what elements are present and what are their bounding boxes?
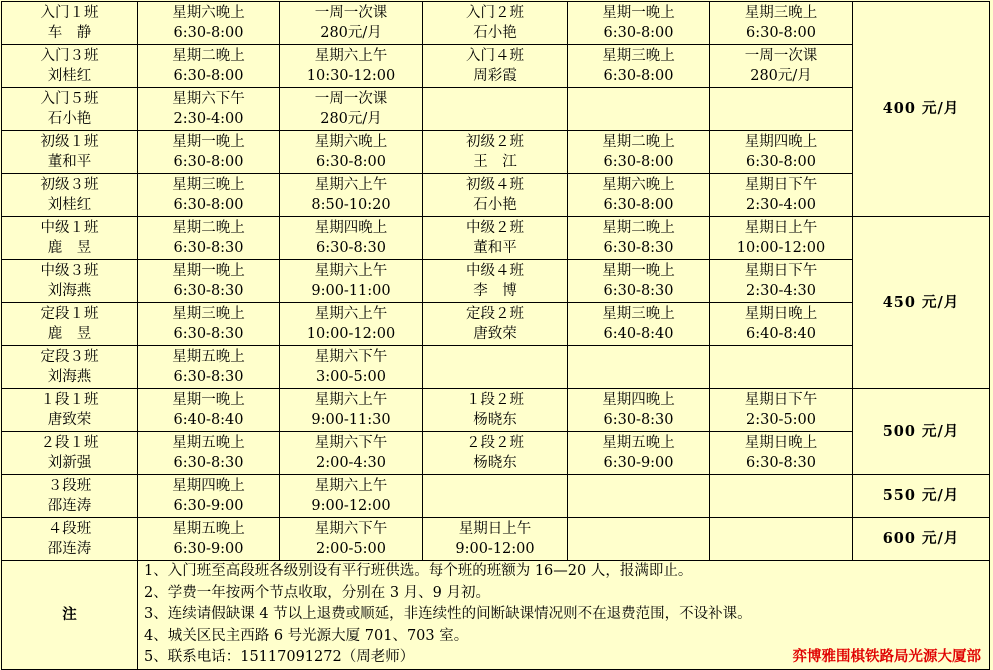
class-name-cell: 入门４班 周彩霞 (423, 45, 568, 88)
time-slot-cell: 星期二晚上 6:30-8:30 (568, 217, 710, 260)
time-slot-cell: 一周一次课 280元/月 (280, 2, 423, 45)
time-slot-cell: 星期日下午 2:30-4:30 (710, 260, 853, 303)
price-cell: 450 元/月 (853, 217, 990, 389)
price-cell: 550 元/月 (853, 475, 990, 518)
class-name-cell: 定段３班 刘海燕 (2, 346, 138, 389)
empty-cell (423, 88, 568, 131)
time-slot-cell: 星期三晚上 6:30-8:00 (568, 45, 710, 88)
time-slot-cell: 星期六上午 8:50-10:20 (280, 174, 423, 217)
time-slot-cell: 一周一次课 280元/月 (280, 88, 423, 131)
time-slot-cell: 星期五晚上 6:30-8:30 (138, 432, 280, 475)
time-slot-cell: 星期二晚上 6:30-8:00 (568, 131, 710, 174)
time-slot-cell: 星期三晚上 6:30-8:00 (710, 2, 853, 45)
class-name-cell: 定段２班 唐致荣 (423, 303, 568, 346)
empty-cell (710, 518, 853, 561)
empty-cell (710, 475, 853, 518)
class-name-cell: 中级３班 刘海燕 (2, 260, 138, 303)
empty-cell (423, 475, 568, 518)
time-slot-cell: 星期六上午 10:30-12:00 (280, 45, 423, 88)
class-name-cell: 初级３班 刘桂红 (2, 174, 138, 217)
class-name-cell: 入门１班 车 静 (2, 2, 138, 45)
time-slot-cell: 星期一晚上 6:40-8:40 (138, 389, 280, 432)
notes-row (2, 561, 990, 670)
time-slot-cell: 星期日晚上 6:30-8:30 (710, 432, 853, 475)
empty-cell (423, 346, 568, 389)
empty-cell (568, 346, 710, 389)
class-name-cell: 中级４班 李 博 (423, 260, 568, 303)
class-name-cell: ４段班 邵连涛 (2, 518, 138, 561)
time-slot-cell: 星期六下午 2:30-4:00 (138, 88, 280, 131)
time-slot-cell: 星期日晚上 6:40-8:40 (710, 303, 853, 346)
time-slot-cell: 星期四晚上 6:30-8:30 (280, 217, 423, 260)
note-line: 2、学费一年按两个节点收取，分别在 3 月、9 月初。 (144, 584, 491, 601)
time-slot-cell: 星期六晚上 6:30-8:00 (138, 2, 280, 45)
schedule-row (2, 475, 990, 518)
class-name-cell: １段１班 唐致荣 (2, 389, 138, 432)
price-cell: 600 元/月 (853, 518, 990, 561)
note-line: 1、入门班至高段班各级别设有平行班供选。每个班的班额为 16—20 人，报满即止。 (144, 563, 693, 579)
schedule-row (2, 389, 990, 432)
time-slot-cell: 星期日下午 2:30-5:00 (710, 389, 853, 432)
empty-cell (568, 475, 710, 518)
class-name-cell: ２段２班 杨晓东 (423, 432, 568, 475)
empty-cell (710, 88, 853, 131)
time-slot-cell: 星期六晚上 6:30-8:00 (568, 174, 710, 217)
class-name-cell: 入门２班 石小艳 (423, 2, 568, 45)
schedule-row (2, 346, 990, 389)
time-slot-cell: 星期三晚上 6:30-8:30 (138, 303, 280, 346)
time-slot-cell: 星期六晚上 6:30-8:00 (280, 131, 423, 174)
schedule-row (2, 45, 990, 88)
time-slot-cell: 星期五晚上 6:30-9:00 (138, 518, 280, 561)
schedule-row (2, 260, 990, 303)
class-name-cell: 入门５班 石小艳 (2, 88, 138, 131)
schedule-row (2, 432, 990, 475)
schedule-row (2, 303, 990, 346)
time-slot-cell: 星期三晚上 6:30-8:00 (138, 174, 280, 217)
note-line: 4、城关区民主西路 6 号光源大厦 701、703 室。 (144, 627, 469, 644)
class-name-cell: 初级２班 王 江 (423, 131, 568, 174)
time-slot-cell: 星期六下午 2:00-5:00 (280, 518, 423, 561)
class-name-cell: ３段班 邵连涛 (2, 475, 138, 518)
schedule-row (2, 131, 990, 174)
time-slot-cell: 星期三晚上 6:40-8:40 (568, 303, 710, 346)
school-name-footer: 弈博雅围棋铁路局光源大厦部 (792, 647, 981, 665)
empty-cell (568, 88, 710, 131)
time-slot-cell: 星期五晚上 6:30-9:00 (568, 432, 710, 475)
time-slot-cell: 星期四晚上 6:30-8:00 (710, 131, 853, 174)
class-name-cell: 定段１班 鹿 昱 (2, 303, 138, 346)
empty-cell (710, 346, 853, 389)
class-schedule-table (1, 1, 990, 670)
note-line: 5、联系电话：15117091272（周老师） (144, 649, 415, 665)
schedule-row (2, 174, 990, 217)
time-slot-cell: 星期一晚上 6:30-8:00 (568, 2, 710, 45)
class-name-cell: 初级１班 董和平 (2, 131, 138, 174)
price-cell: 400 元/月 (853, 2, 990, 217)
time-slot-cell: 星期六下午 3:00-5:00 (280, 346, 423, 389)
class-name-cell: ２段１班 刘新强 (2, 432, 138, 475)
time-slot-cell: 星期一晚上 6:30-8:30 (568, 260, 710, 303)
time-slot-cell: 星期日上午 10:00-12:00 (710, 217, 853, 260)
time-slot-cell: 星期五晚上 6:30-8:30 (138, 346, 280, 389)
time-slot-cell: 星期六上午 9:00-12:00 (280, 475, 423, 518)
empty-cell (568, 518, 710, 561)
schedule-row (2, 88, 990, 131)
notes-label: 注 (2, 561, 138, 670)
note-line: 3、连续请假缺课 4 节以上退费或顺延，非连续性的间断缺课情况则不在退费范围，不设补课。 (144, 606, 752, 622)
time-slot-cell: 一周一次课 280元/月 (710, 45, 853, 88)
schedule-row (2, 518, 990, 561)
class-name-cell: 初级４班 石小艳 (423, 174, 568, 217)
time-slot-cell: 星期二晚上 6:30-8:00 (138, 45, 280, 88)
schedule-row (2, 217, 990, 260)
class-name-cell: 中级１班 鹿 昱 (2, 217, 138, 260)
time-slot-cell: 星期一晚上 6:30-8:00 (138, 131, 280, 174)
time-slot-cell: 星期日上午 9:00-12:00 (423, 518, 568, 561)
time-slot-cell: 星期六上午 9:00-11:00 (280, 260, 423, 303)
time-slot-cell: 星期日下午 2:30-4:00 (710, 174, 853, 217)
time-slot-cell: 星期六上午 10:00-12:00 (280, 303, 423, 346)
notes-cell (138, 561, 990, 670)
time-slot-cell: 星期六上午 9:00-11:30 (280, 389, 423, 432)
time-slot-cell: 星期四晚上 6:30-8:30 (568, 389, 710, 432)
class-name-cell: 中级２班 董和平 (423, 217, 568, 260)
time-slot-cell: 星期四晚上 6:30-9:00 (138, 475, 280, 518)
time-slot-cell: 星期一晚上 6:30-8:30 (138, 260, 280, 303)
time-slot-cell: 星期二晚上 6:30-8:30 (138, 217, 280, 260)
class-name-cell: 入门３班 刘桂红 (2, 45, 138, 88)
price-cell: 500 元/月 (853, 389, 990, 475)
time-slot-cell: 星期六下午 2:00-4:30 (280, 432, 423, 475)
schedule-row (2, 2, 990, 45)
class-name-cell: １段２班 杨晓东 (423, 389, 568, 432)
